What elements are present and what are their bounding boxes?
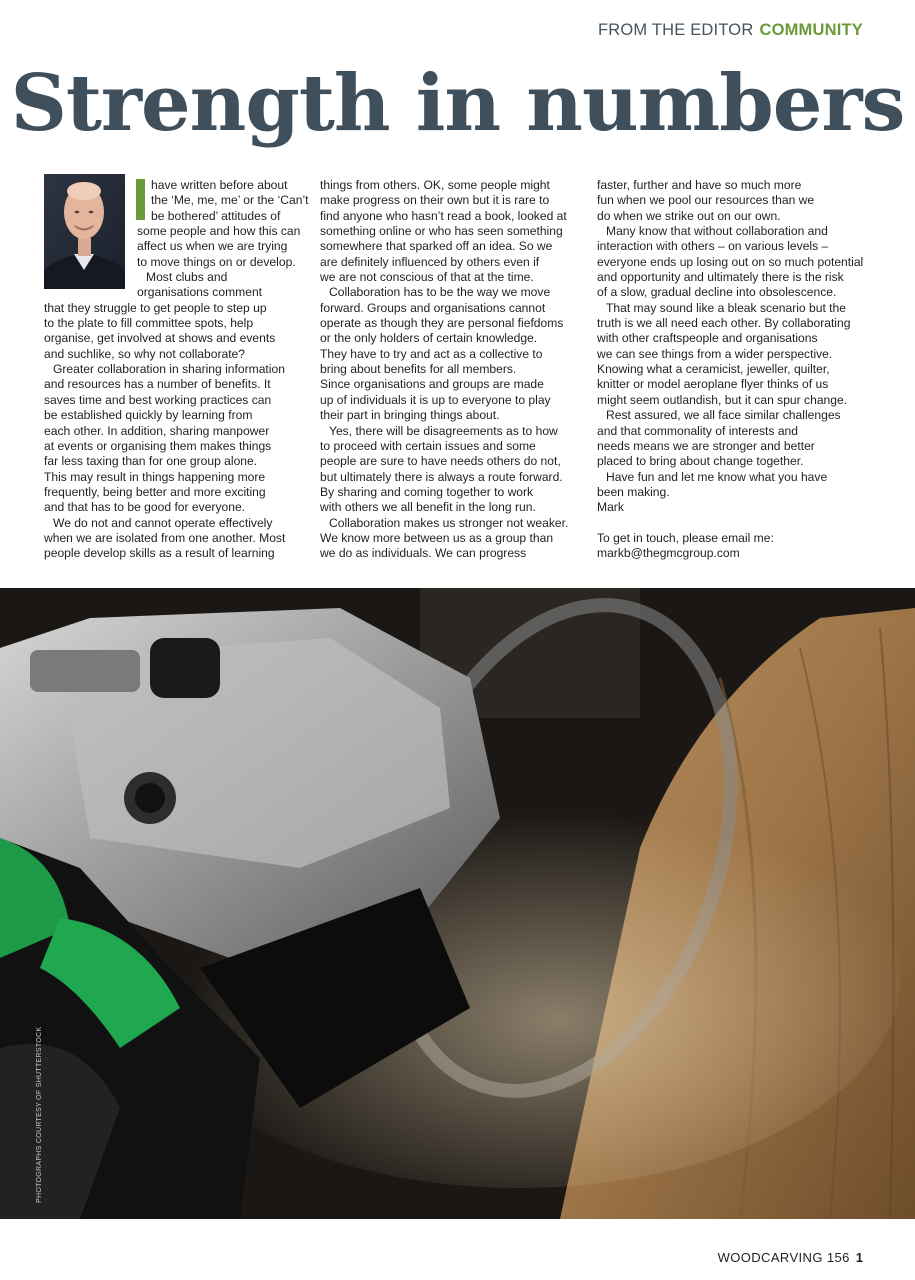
- article-line: at events or organising them makes things: [44, 438, 272, 453]
- article-line: Since organisations and groups are made: [320, 377, 544, 392]
- article-line: people are sure to have needs others do not,: [320, 454, 561, 469]
- article-line: with others we all benefit in the long run.: [320, 500, 536, 515]
- article-line: that they struggle to get people to step up: [44, 300, 267, 315]
- article-line: to proceed with certain issues and some: [320, 438, 536, 453]
- article-line: make progress on their own but it is rare to: [320, 193, 550, 208]
- article-line: truth is we all need each other. By collaborating: [597, 316, 851, 331]
- article-line: Collaboration makes us stronger not weaker.: [329, 515, 569, 530]
- article-line: Mark: [597, 500, 624, 515]
- article-line: interaction with others – on various levels –: [597, 239, 829, 254]
- article-line: when we are isolated from one another. Most: [44, 530, 286, 545]
- article-line: Have fun and let me know what you have: [606, 469, 828, 484]
- photo-credit: PHOTOGRAPHS COURTESY OF SHUTTERSTOCK: [36, 1026, 43, 1203]
- article-line: find anyone who hasn’t read a book, looked at: [320, 208, 567, 223]
- article-line: Greater collaboration in sharing information: [53, 362, 285, 377]
- article-line: frequently, being better and more exciting: [44, 484, 266, 499]
- article-line: [597, 516, 869, 531]
- article-line: Knowing what a ceramicist, jeweller, quilter,: [597, 362, 830, 377]
- article-line: up of individuals it is up to everyone to play: [320, 392, 551, 407]
- article-line: faster, further and have so much more: [597, 178, 802, 192]
- article-column-2: [320, 178, 582, 562]
- article-line: things from others. OK, some people might: [320, 178, 550, 192]
- article-line: Most clubs and: [146, 270, 228, 285]
- article-line: we can see things from a wider perspective.: [597, 346, 833, 361]
- article-column-3: [597, 178, 869, 562]
- article-line: everyone ends up losing out on so much potential: [597, 254, 864, 269]
- article-line: Many know that without collaboration and: [606, 224, 828, 239]
- article-line: with other craftspeople and organisations: [597, 331, 818, 346]
- article-line: placed to bring about change together.: [597, 454, 804, 469]
- page-number: 1: [855, 1250, 863, 1265]
- article-line: something online or who has seen something: [320, 224, 563, 239]
- angle-grinder-carving-photo: [0, 588, 915, 1219]
- article-line: and resources has a number of benefits. It: [44, 377, 271, 392]
- article-line: needs means we are stronger and better: [597, 438, 815, 453]
- article-line: knitter or model aeroplane flyer thinks of us: [597, 377, 829, 392]
- article-line: Yes, there will be disagreements as to how: [329, 423, 558, 438]
- article-line: be bothered’ attitudes of: [151, 208, 281, 223]
- article-line: forward. Groups and organisations cannot: [320, 300, 546, 315]
- article-title: Strength in numbers: [10, 58, 905, 149]
- article-line: This may result in things happening more: [44, 469, 266, 484]
- article-line: and suchlike, so why not collaborate?: [44, 346, 246, 361]
- article-line: to the plate to fill committee spots, help: [44, 316, 254, 331]
- article-line: affect us when we are trying: [137, 239, 288, 254]
- article-line: organise, get involved at shows and events: [44, 331, 276, 346]
- article-line: bring about benefits for all members.: [320, 362, 517, 377]
- article-line: each other. In addition, sharing manpower: [44, 423, 270, 438]
- article-line: or the only holders of certain knowledge.: [320, 331, 538, 346]
- article-line: saves time and best working practices can: [44, 392, 272, 407]
- publication-issue: WOODCARVING 156: [717, 1250, 850, 1265]
- article-line: be established quickly by learning from: [44, 408, 253, 423]
- article-line: people develop skills as a result of learning: [44, 546, 275, 561]
- article-line: By sharing and coming together to work: [320, 484, 534, 499]
- article-line: of a slow, gradual decline into obsolescence.: [597, 285, 837, 300]
- article-line: somewhere that sparked off an idea. So we: [320, 239, 553, 254]
- article-line: some people and how this can: [137, 224, 301, 239]
- page-header: [598, 21, 863, 40]
- article-line: the ‘Me, me, me’ or the ‘Can’t: [151, 193, 309, 208]
- article-line: markb@thegmcgroup.com: [597, 546, 740, 561]
- article-line: and that commonality of interests and: [597, 423, 798, 438]
- angle-grinder-illustration: [0, 588, 915, 1219]
- category-label: COMMUNITY: [759, 21, 863, 39]
- article-line: fun when we pool our resources than we: [597, 193, 815, 208]
- article-line: far less taxing than for one group alone.: [44, 454, 258, 469]
- article-line: organisations comment: [137, 285, 263, 300]
- article-line: We do not and cannot operate effectively: [53, 515, 273, 530]
- article-line: We know more between us as a group than: [320, 530, 554, 545]
- article-line: are definitely influenced by others even if: [320, 254, 540, 269]
- article-line: and that has to be good for everyone.: [44, 500, 246, 515]
- article-line: we do as individuals. We can progress: [320, 546, 527, 561]
- article-line: we are not conscious of that at the time.: [320, 270, 534, 285]
- article-line: and opportunity and ultimately there is the risk: [597, 270, 844, 285]
- article-line: That may sound like a bleak scenario but the: [606, 300, 846, 315]
- page-footer: [718, 1250, 863, 1265]
- article-line: but ultimately there is always a route forward.: [320, 469, 563, 484]
- article-line: their part in bringing things about.: [320, 408, 500, 423]
- article-line: operate as though they are personal fiefdoms: [320, 316, 564, 331]
- article-line: Rest assured, we all face similar challenges: [606, 408, 841, 423]
- article-line: to move things on or develop.: [137, 254, 296, 269]
- article-line: have written before about: [151, 178, 288, 192]
- article-line: do when we strike out on our own.: [597, 208, 781, 223]
- article-line: To get in touch, please email me:: [597, 530, 774, 545]
- article-line: might seem outlandish, but it can spur change.: [597, 392, 848, 407]
- article-line: Collaboration has to be the way we move: [329, 285, 551, 300]
- article-line: They have to try and act as a collective to: [320, 346, 543, 361]
- article-line: been making.: [597, 484, 670, 499]
- section-label: FROM THE EDITOR: [597, 21, 754, 39]
- article-column-1: [44, 178, 309, 562]
